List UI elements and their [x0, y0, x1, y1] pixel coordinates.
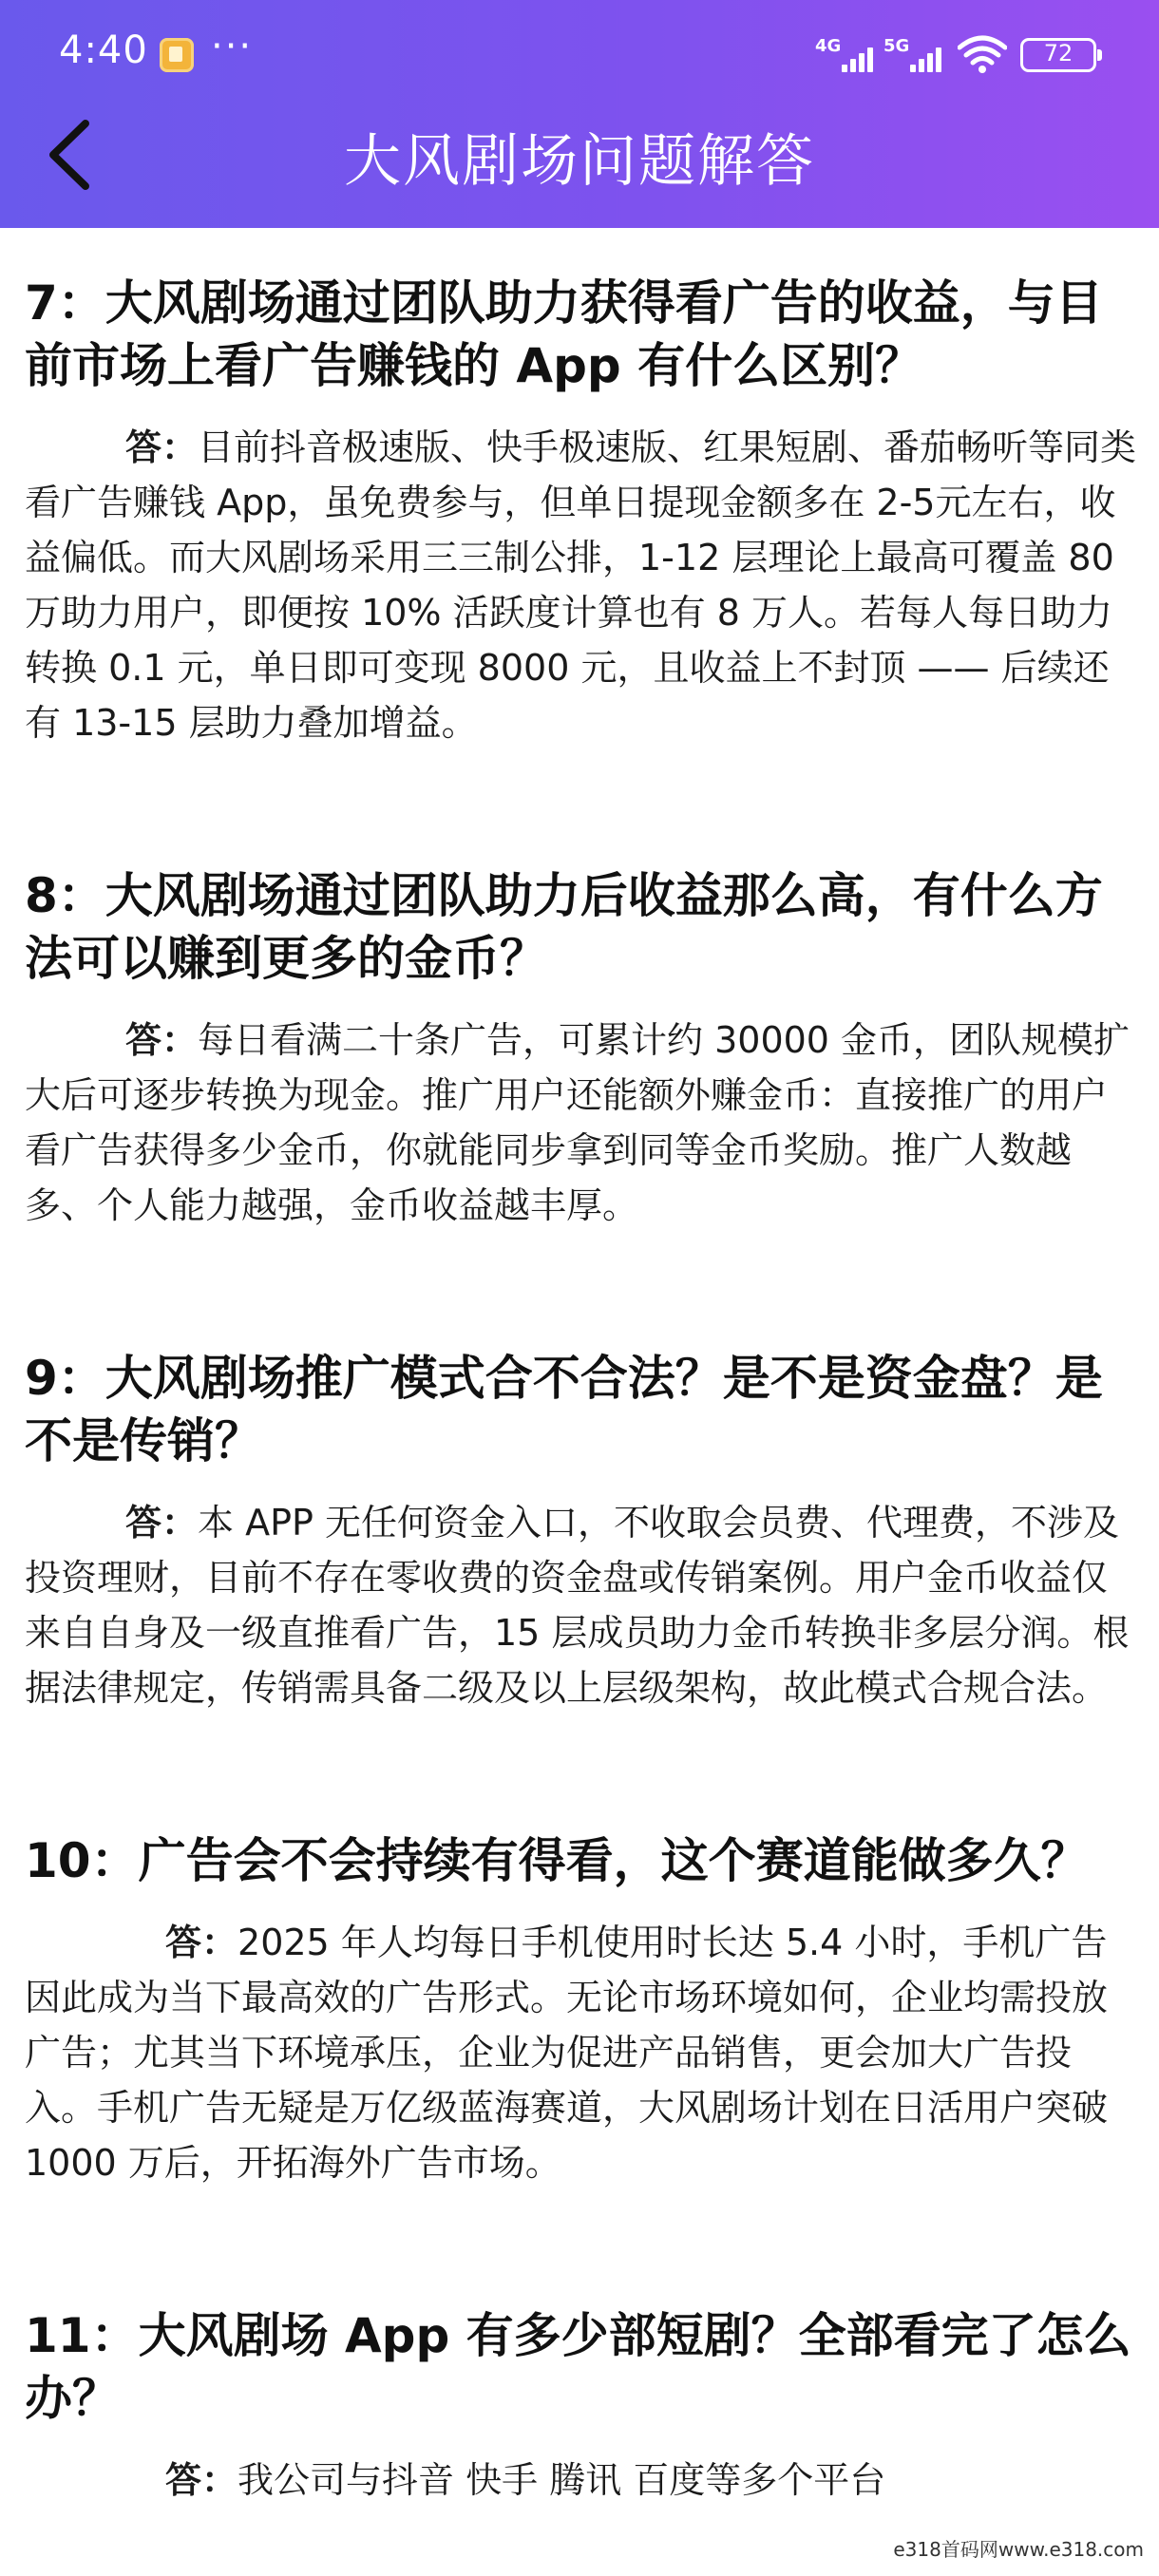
faq-list — [25, 228, 1142, 2508]
faq-question: 8：大风剧场通过团队助力后收益那么高，有什么方法可以赚到更多的金币？ — [25, 868, 1103, 986]
faq-item — [25, 228, 1142, 750]
signal-bar — [919, 59, 924, 72]
more-notifications-icon: ··· — [211, 25, 254, 68]
answer-text: 本 APP 无任何资金入口，不收取会员费、代理费，不涉及投资理财，目前不存在零收费的资金盘或传销案例。用户金币收益仅来自自身及一级直推看广告，15 层成员助力金币转换非多层分润。根据法律规定，传销需具备二级及以上层级架构，故此模式合规合法。 — [25, 1502, 1130, 1709]
signal-bar — [910, 65, 916, 72]
answer-text: 目前抖音极速版、快手极速版、红果短剧、番茄畅听等同类看广告赚钱 App，虽免费参与，但单日提现金额多在 2-5元左右，收益偏低。而大风剧场采用三三制公排，1-12 层理论上最高可覆盖 80 万助力用户，即便按 10% 活跃度计算也有 8 万人。若每人每日助力转换 0.1 元，单日即可变现 8000 元，且收益上不封顶 —— 后续还有 13-15 层助力叠加增益。 — [25, 426, 1137, 744]
signal-bar — [936, 47, 941, 72]
network-type-label: 5G — [884, 36, 910, 56]
answer-label: 答： — [125, 426, 199, 468]
wifi-icon — [958, 34, 1007, 74]
faq-answer — [25, 1013, 1142, 1233]
notification-app-icon — [160, 38, 194, 72]
faq-question: 10：广告会不会持续有得看，这个赛道能做多久？ — [25, 1833, 1089, 1888]
faq-item — [25, 1786, 1142, 2190]
battery-level: 72 — [1043, 40, 1074, 66]
faq-question: 7：大风剧场通过团队助力获得看广告的收益，与目前市场上看广告赚钱的 App 有什么区别？ — [25, 275, 1103, 393]
status-bar — [0, 0, 1159, 104]
answer-text: 我公司与抖音 快手 腾讯 百度等多个平台 — [238, 2459, 886, 2501]
signal-bar — [927, 53, 933, 72]
answer-label: 答： — [165, 1922, 238, 1963]
network-type-label: 4G — [815, 36, 842, 56]
faq-answer — [25, 2453, 1142, 2508]
faq-item — [25, 2261, 1142, 2508]
signal-bar — [842, 65, 847, 72]
app-header — [0, 0, 1159, 228]
page-title: 大风剧场问题解答 — [344, 128, 815, 195]
faq-question: 11：大风剧场 App 有多少部短剧？全部看完了怎么办？ — [25, 2308, 1131, 2426]
answer-text: 2025 年人均每日手机使用时长达 5.4 小时，手机广告因此成为当下最高效的广告形式。无论市场环境如何，企业均需投放广告；尤其当下环境承压，企业为促进产品销售，更会加大广告投入。手机广告无疑是万亿级蓝海赛道，大风剧场计划在日活用户突破 1000 万后，开拓海外广告市场。 — [25, 1922, 1109, 2184]
answer-label: 答： — [125, 1502, 199, 1544]
watermark: e318首码网www.e318.com — [884, 2534, 1153, 2565]
cellular-5g-signal-icon — [884, 36, 946, 74]
cellular-4g-signal-icon — [815, 36, 878, 74]
faq-item — [25, 1303, 1142, 1715]
answer-label: 答： — [125, 1019, 199, 1061]
status-time: 4:40 — [59, 28, 148, 72]
signal-bar — [859, 53, 864, 72]
signal-bar — [850, 59, 856, 72]
faq-item — [25, 821, 1142, 1233]
answer-text: 每日看满二十条广告，可累计约 30000 金币，团队规模扩大后可逐步转换为现金。推广用户还能额外赚金币：直接推广的用户看广告获得多少金币，你就能同步拿到同等金币奖励。推广人数越多、个人能力越强，金币收益越丰厚。 — [25, 1019, 1130, 1226]
faq-answer — [25, 1495, 1142, 1715]
battery-icon — [1020, 38, 1096, 72]
faq-question: 9：大风剧场推广模式合不合法？是不是资金盘？是不是传销？ — [25, 1351, 1103, 1468]
signal-bar — [867, 47, 873, 72]
faq-answer — [25, 420, 1142, 750]
faq-answer — [25, 1915, 1142, 2190]
answer-label: 答： — [165, 2459, 238, 2501]
